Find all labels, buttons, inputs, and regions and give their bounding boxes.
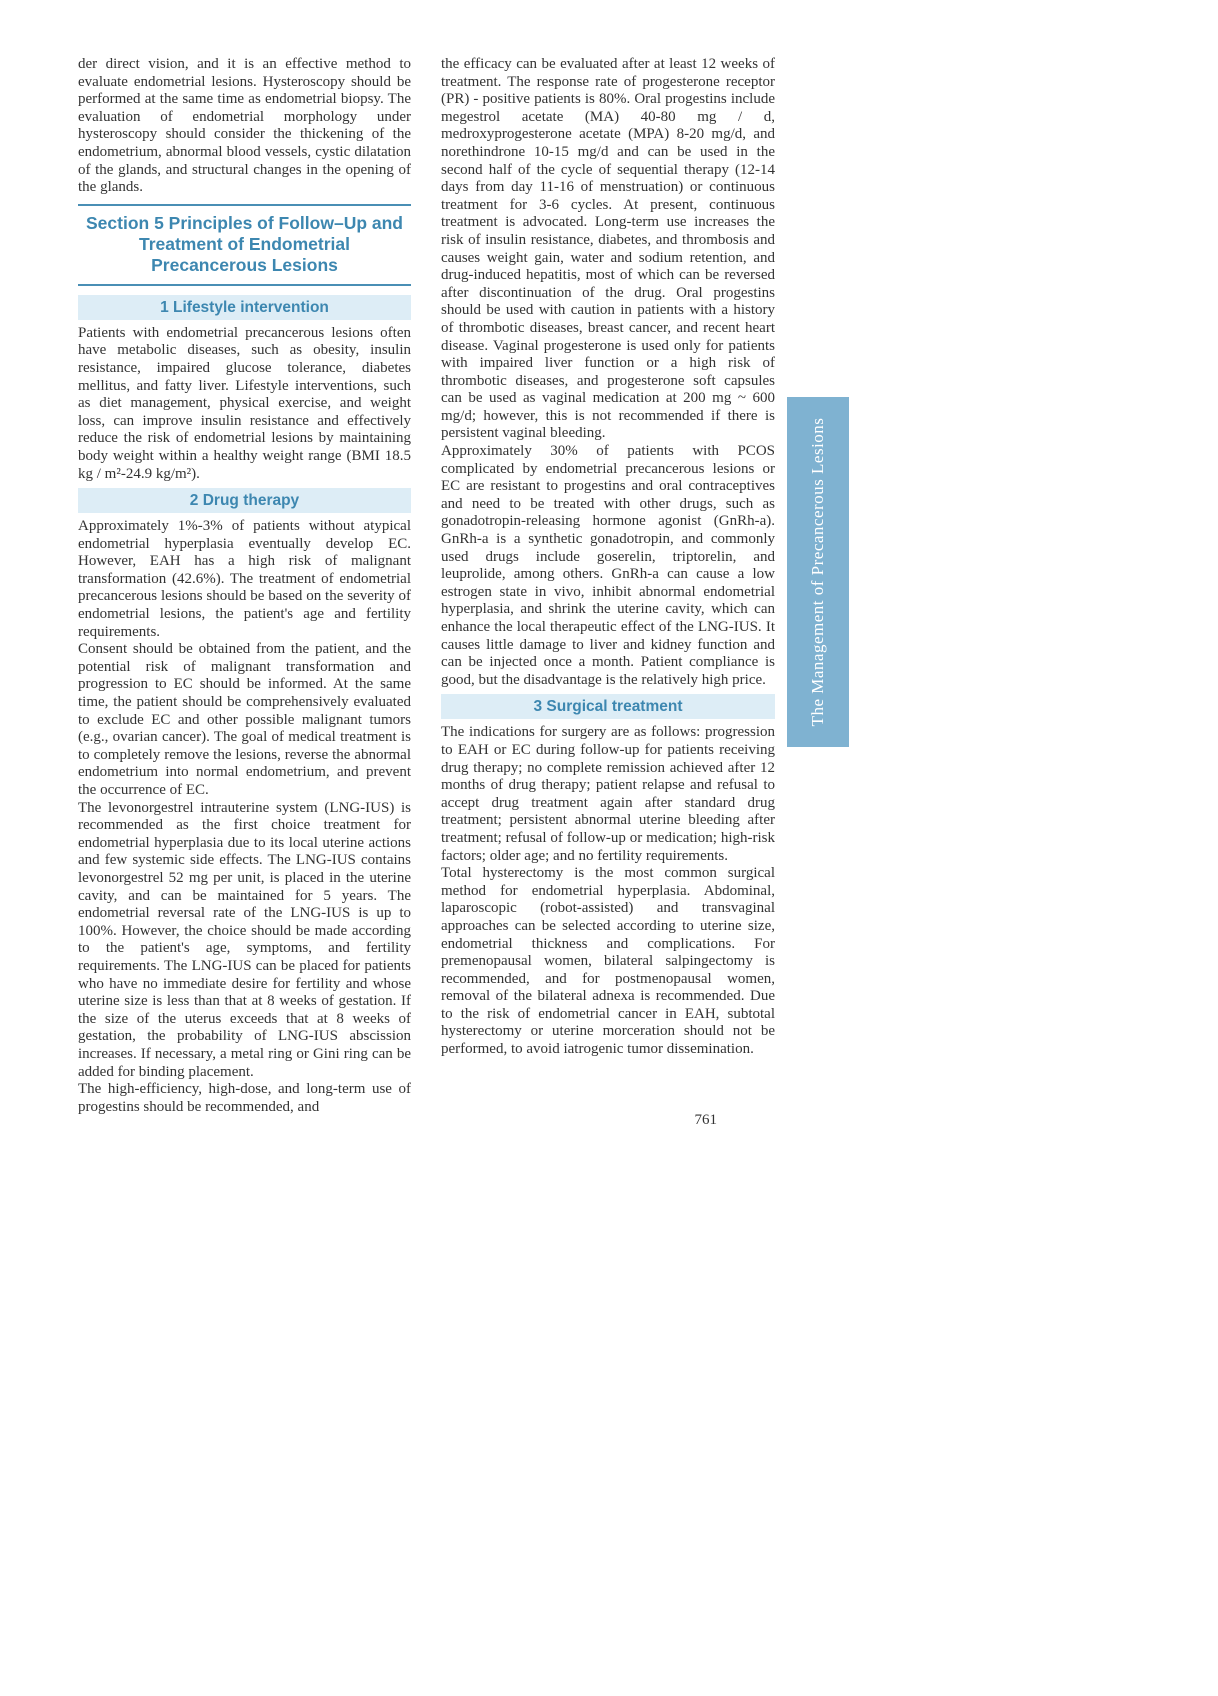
body-paragraph: Consent should be obtained from the patient, and the potential risk of malignant transformation and progression to EC should be informed. At the same time, the patient should be comprehensively evaluated to exclude EC and other possible malignant tumors (e.g., ovarian cancer). The goal of medical treatment is to completely remove the lesions, reverse the abnormal endometrium into normal endometrium, and prevent the occurrence of EC. — [78, 641, 411, 798]
subsection-heading-surgical-treatment: 3 Surgical treatment — [441, 694, 775, 719]
left-column — [78, 56, 411, 1116]
chapter-side-tab-label: The Management of Precancerous Lesions — [808, 417, 827, 727]
page-number: 761 — [694, 1112, 717, 1128]
body-paragraph: Patients with endometrial precancerous lesions often have metabolic diseases, such as obesity, insulin resistance, impaired glucose tolerance, diabetes mellitus, and fatty liver. Lifestyle interventions, such as diet management, physical exercise, and weight loss, can improve insulin resistance and effectively reduce the risk of endometrial lesions by maintaining body weight within a healthy weight range (BMI 18.5 kg / m²-24.9 kg/m²). — [78, 324, 411, 482]
chapter-side-tab — [787, 397, 849, 747]
body-paragraph: Approximately 30% of patients with PCOS complicated by endometrial precancerous lesions or EC are resistant to progestins and oral contraceptives and need to be treated with other drugs, such as gonadotropin-releasing hormone agonist (GnRh-a). GnRh-a is a synthetic gonadotropin, and commonly used drugs include goserelin, triptorelin, and leuprolide, among others. GnRh-a can cause a low estrogen state in vivo, inhibit abnormal endometrial hyperplasia, and shrink the uterine cavity, which can enhance the local therapeutic effect of the LNG-IUS. It causes little damage to liver and kidney function and can be injected once a month. Patient compliance is good, but the disadvantage is the relatively high price. — [441, 443, 775, 688]
body-paragraph: The high-efficiency, high-dose, and long-term use of progestins should be recommended, and — [78, 1081, 411, 1115]
subsection-heading-drug-therapy: 2 Drug therapy — [78, 488, 411, 513]
body-paragraph: der direct vision, and it is an effective method to evaluate endometrial lesions. Hysteroscopy should be performed at the same time as endometrial biopsy. The evaluation of endometrial morphology under hysteroscopy should consider the thickening of the endometrium, abnormal blood vessels, cystic dilatation of the glands, and structural changes in the opening of the glands. — [78, 56, 411, 196]
body-paragraph: Approximately 1%-3% of patients without atypical endometrial hyperplasia eventually develop EC. However, EAH has a high risk of malignant transformation (42.6%). The treatment of endometrial precancerous lesions should be based on the severity of endometrial lesions, the patient's age and fertility requirements. — [78, 518, 411, 640]
right-column — [441, 56, 775, 1059]
section-heading: Section 5 Principles of Follow–Up and Treatment of Endometrial Precancerous Lesions — [78, 204, 411, 286]
body-paragraph: The levonorgestrel intrauterine system (LNG-IUS) is recommended as the first choice treatment for endometrial hyperplasia due to its local uterine actions and few systemic side effects. The LNG-IUS contains levonorgestrel 52 mg per unit, is placed in the uterine cavity, and can be maintained for 5 years. The endometrial reversal rate of the LNG-IUS is up to 100%. However, the choice should be made according to the patient's age, symptoms, and fertility requirements. The LNG-IUS can be placed for patients who have no immediate desire for fertility and whose uterine size is less than that at 8 weeks of gestation. If the size of the uterus exceeds that at 8 weeks of gestation, the probability of LNG-IUS abscission increases. If necessary, a metal ring or Gini ring can be added for binding placement. — [78, 799, 411, 1080]
body-paragraph: The indications for surgery are as follows: progression to EAH or EC during follow-up for patients receiving drug therapy; no complete remission achieved after 12 months of drug therapy; patient relapse and refusal to accept drug treatment again after standard drug treatment; persistent abnormal uterine bleeding after treatment; refusal of follow-up or medication; high-risk factors; older age; and no fertility requirements. — [441, 724, 775, 864]
subsection-heading-lifestyle: 1 Lifestyle intervention — [78, 295, 411, 320]
body-paragraph: Total hysterectomy is the most common surgical method for endometrial hyperplasia. Abdominal, laparoscopic (robot-assisted) and transvaginal approaches can be selected according to uterine size, endometrial thickness and complications. For premenopausal women, bilateral salpingectomy is recommended, and for postmenopausal women, removal of the bilateral adnexa is recommended. Due to the risk of endometrial cancer in EAH, subtotal hysterectomy or uterine morceration should not be performed, to avoid iatrogenic tumor dissemination. — [441, 865, 775, 1058]
body-paragraph: the efficacy can be evaluated after at least 12 weeks of treatment. The response rate of progesterone receptor (PR) - positive patients is 80%. Oral progestins include megestrol acetate (MA) 40-80 mg / d, medroxyprogesterone acetate (MPA) 8-20 mg/d, and norethindrone 10-15 mg/d and can be used in the second half of the cycle of sequential therapy (12-14 days from day 11-16 of menstruation) or continuous treatment for 3-6 cycles. At present, continuous treatment is advocated. Long-term use increases the risk of insulin resistance, diabetes, and thrombosis and causes weight gain, water and sodium retention, and drug-induced hepatitis, most of which can be reversed after discontinuation of the drug. Oral progestins should be used with caution in patients with a history of thrombotic diseases, breast cancer, and recent heart disease. Vaginal progesterone is used only for patients with impaired liver function or a high risk of thrombotic diseases, and progesterone soft capsules can be used as vaginal medication at 200 mg ~ 600 mg/d; however, this is not recommended if there is persistent vaginal bleeding. — [441, 56, 775, 442]
